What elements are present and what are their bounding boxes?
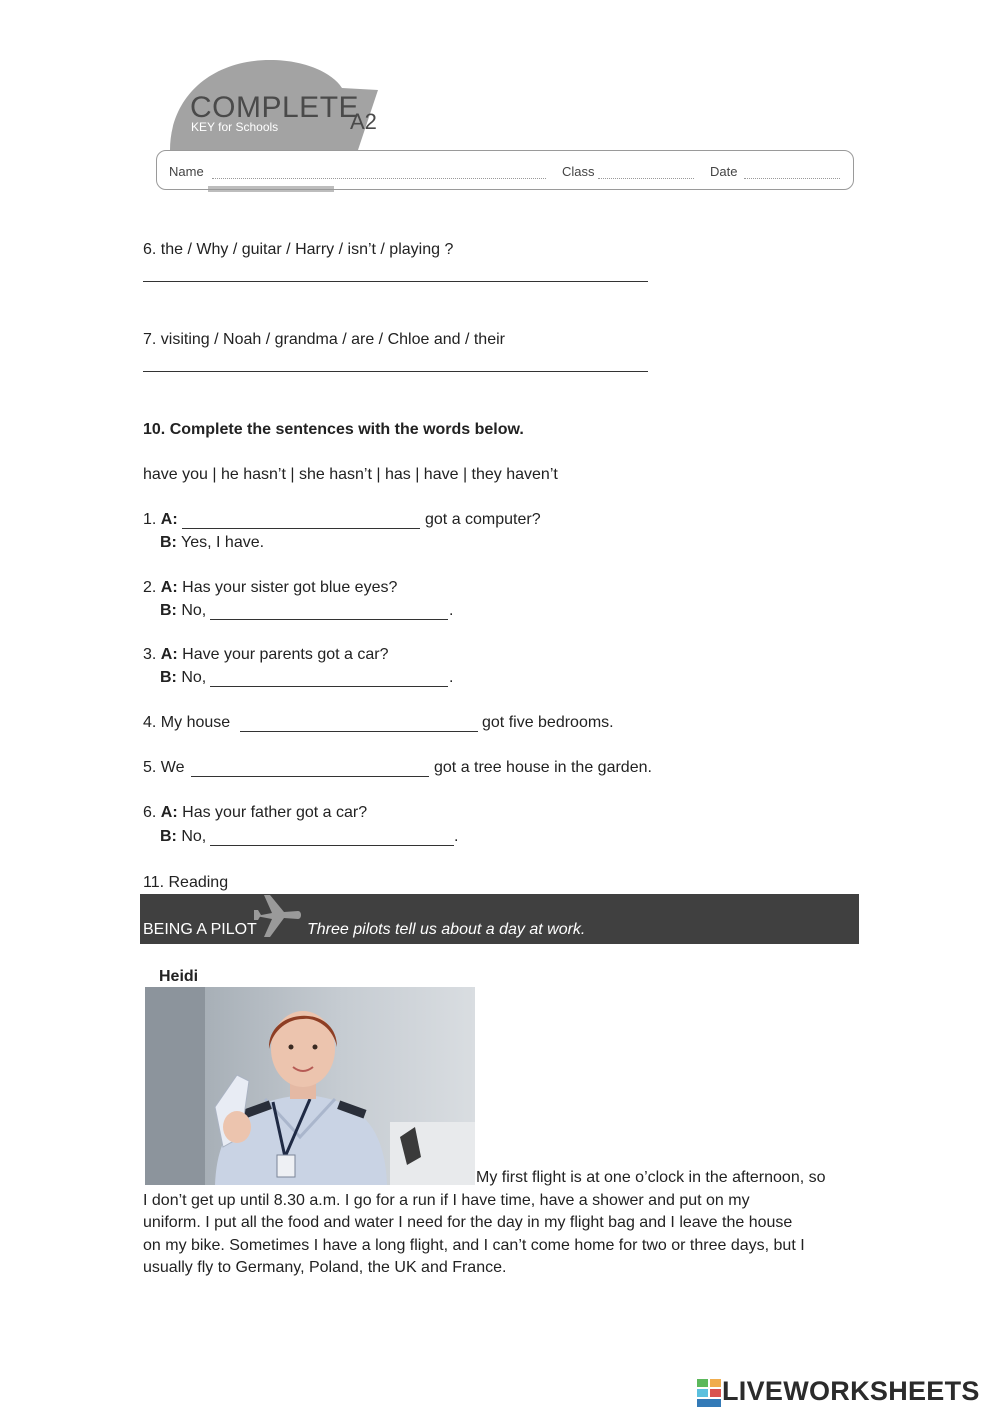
question-number: 3. [143,646,157,663]
speaker-b-label: B: [160,602,177,619]
text-line-3: uniform. I put all the food and water I need for the day in my flight bag and I leave the house [143,1214,793,1231]
question-2-a [143,577,397,599]
answer-line-7[interactable] [143,371,648,372]
class-label: Class [562,164,595,179]
period: . [454,828,459,845]
banner-subtitle: Three pilots tell us about a day at work. [307,921,586,938]
question-number: 6. [143,804,157,821]
liveworksheets-logo-icon [697,1379,721,1407]
ordering-item-6: 6. the / Why / guitar / Harry / isn’t / playing ? [143,241,454,258]
question-6-b [160,826,206,848]
period: . [449,669,454,686]
speaker-a-label: A: [160,579,178,596]
answer-text: Yes, I have. [181,534,265,551]
blank-5[interactable] [191,776,429,777]
logo-title: COMPLETE [190,91,360,124]
blank-4[interactable] [240,731,478,732]
question-text: Has your father got a car? [182,804,368,821]
question-3-b [160,667,206,689]
question-number: 2. [143,579,157,596]
airplane-icon [252,893,304,939]
date-label: Date [710,164,738,179]
ordering-item-7: 7. visiting / Noah / grandma / are / Chloe and / their [143,331,505,348]
class-field[interactable] [598,178,694,179]
word-bank: have you | he hasn’t | she hasn’t | has | have | they haven’t [143,466,558,483]
liveworksheets-brand: LIVEWORKSHEETS [722,1376,980,1406]
question-1-a-text: got a computer? [425,511,541,528]
answer-text: No, [181,828,207,845]
question-1-a [143,509,178,531]
date-field[interactable] [744,178,840,179]
student-info-box [156,150,854,190]
pilot-illustration [145,987,475,1185]
exercise-10-title: 10. Complete the sentences with the words below. [143,421,524,438]
banner-title: BEING A PILOT [143,921,257,938]
name-label: Name [169,164,204,179]
pilot-name: Heidi [159,968,199,985]
reading-heading: 11. Reading [143,874,229,891]
blank-3[interactable] [210,686,448,687]
logo-subtitle: KEY for Schools [191,120,279,134]
speaker-b-label: B: [160,534,177,551]
name-field[interactable] [212,178,546,179]
speaker-a-label: A: [160,646,178,663]
question-6-a [143,802,367,824]
answer-line-6[interactable] [143,281,648,282]
text-line-5: usually fly to Germany, Poland, the UK and France. [143,1259,507,1276]
question-5-end: got a tree house in the garden. [434,759,652,776]
blank-2[interactable] [210,619,448,620]
blank-6[interactable] [210,845,454,846]
speaker-a-label: A: [160,804,178,821]
text-line-2: I don’t get up until 8.30 a.m. I go for a run if I have time, have a shower and put on my [143,1192,750,1209]
question-number: 1. [143,511,157,528]
speaker-b-label: B: [160,828,177,845]
text-line-1: My first flight is at one o’clock in the afternoon, so [476,1169,826,1186]
speaker-a-label: A: [160,511,178,528]
question-3-a [143,644,388,666]
blank-1[interactable] [182,528,420,529]
speaker-b-label: B: [160,669,177,686]
heidi-photo [145,987,475,1185]
question-5-start: 5. We [143,759,185,776]
question-1-b [160,532,264,554]
answer-text: No, [181,602,207,619]
question-text: Has your sister got blue eyes? [182,579,398,596]
question-2-b [160,600,206,622]
answer-text: No, [181,669,207,686]
period: . [449,602,454,619]
question-4-end: got five bedrooms. [482,714,614,731]
text-line-4: on my bike. Sometimes I have a long flight, and I can’t come home for two or three days, but I [143,1237,805,1254]
question-text: Have your parents got a car? [182,646,389,663]
question-4-start: 4. My house [143,714,231,731]
logo-level: A2 [350,109,377,134]
